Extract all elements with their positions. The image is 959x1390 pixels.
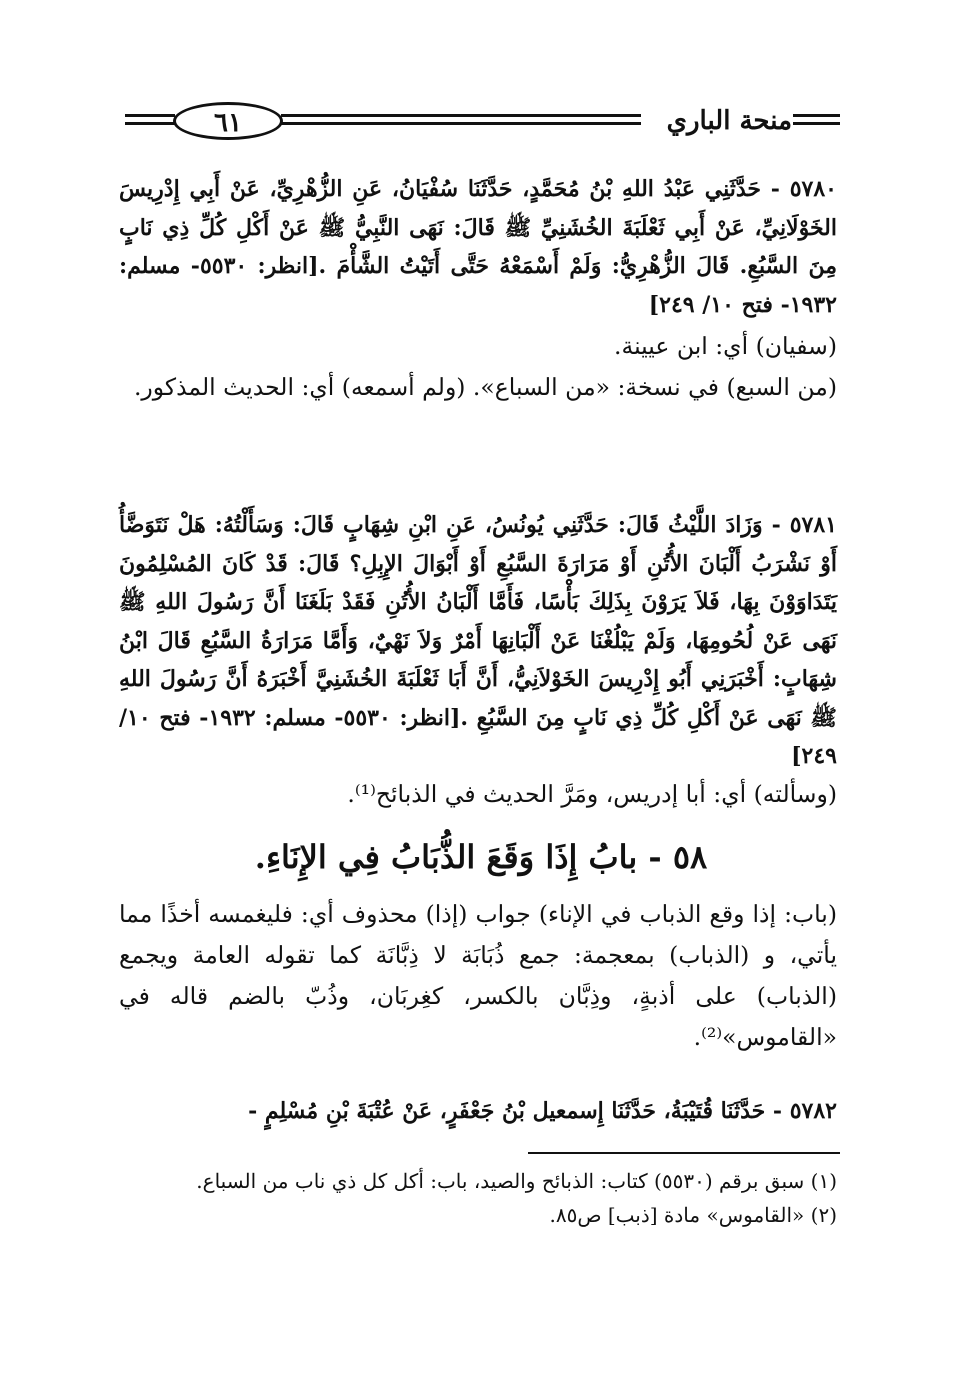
footnote: (١) سبق برقم (٥٥٣٠) كتاب: الذبائح والصيد، باب: أكل كل ذي ناب من السباع. — [196, 1169, 837, 1193]
hadith-text: ٥٧٨١ - وَزَادَ اللَّيْثُ قَالَ: حَدَّثَنِي يُونُسُ، عَنِ ابْنِ شِهَابٍ قَالَ: وَسَأَلْتُهُ: هَلْ نَتَوَضَّأُ أَوْ نَشْرَبُ أَلْبَانَ الأُتُنِ أَوْ مَرَارَةَ السَّبُعِ أَوْ أَبْوَالَ الإِبِلِ؟ قَالَ: قَدْ كَانَ المُسْلِمُونَ يَتَدَاوَوْنَ بِهَا، فَلاَ يَرَوْنَ بِذَلِكَ بَأْسًا، فَأَمَّا أَلْبَانُ الأُتُنِ فَقَدْ بَلَغَنَا أَنَّ رَسُولَ اللهِ ﷺ نَهَى عَنْ لُحُومِهَا، وَلَمْ يَبْلُغْنَا عَنْ أَلْبَانِهَا أَمْرٌ وَلاَ نَهْيٌ، وَأَمَّا مَرَارَةُ السَّبُعِ قَالَ ابْنُ شِهَابٍ: أَخْبَرَنِي أَبُو إِدْرِيسَ الخَوْلاَنِيُّ، أَنَّ أَبَا ثَعْلَبَةَ الخُشَنِيَّ أَخْبَرَهُ أَنَّ رَسُولَ اللهِ ﷺ نَهَى عَنْ أَكْلِ كُلِّ ذِي نَابٍ مِنَ السَّبُعِ .[انظر: ٥٥٣٠- مسلم: ١٩٣٢- فتح ١٠/ ٢٤٩] — [119, 512, 837, 769]
commentary — [119, 774, 837, 815]
footnotes — [119, 1164, 837, 1232]
header-rule — [793, 122, 840, 125]
header-rule — [125, 114, 175, 117]
footnote-separator — [528, 1152, 840, 1154]
running-header — [125, 100, 840, 146]
hadith-text: ٥٧٨٠ - حَدَّثَنِي عَبْدُ اللهِ بْنُ مُحَمَّدٍ، حَدَّثَنَا سُفْيَانُ، عَنِ الزُّهْرِيِّ، عَنْ أَبِي إِدْرِيسَ الخَوْلَانِيِّ، عَنْ أَبِي ثَعْلَبَةَ الخُشَنِيِّ ﷺ قَالَ: نَهَى النَّبِيُّ ﷺ عَنْ أَكْلِ كُلِّ ذِي نَابٍ مِنَ السَّبُعِ. قَالَ الزُّهْرِيُّ: وَلَمْ أَسْمَعْهُ حَتَّى أَتَيْتُ الشَّأْمَ .[انظر: ٥٥٣٠- مسلم: ١٩٣٢- فتح ١٠/ ٢٤٩] — [119, 176, 837, 318]
hadith-text: ٥٧٨٢ - حَدَّثَنَا قُتَيْبَةُ، حَدَّثَنَا إِسمعيل بْنُ جَعْفَرٍ، عَنْ عُتْبَةَ بْنِ مُسْلِمٍ - — [248, 1098, 837, 1124]
book-title: منحة الباري — [666, 106, 792, 136]
commentary-text: (وسألته) أي: أبا إدريس، ومَرَّ الحديث في الذبائح⁽¹⁾. — [347, 780, 837, 808]
header-rule — [281, 122, 641, 125]
header-rule — [281, 114, 641, 117]
header-rule — [125, 122, 175, 125]
footnote: (٢) «القاموس» مادة [ذبب] ص٨٥. — [549, 1203, 837, 1227]
commentary-text: (باب: إذا وقع الذباب في الإناء) جواب (إذا) محذوف أي: فليغمسه أخذًا مما يأتي، و (الذباب) بمعجمة: جمع ذُبَابَة لا ذِبَّانَة كما تقوله العامة ويجمع (الذباب) على أذبةٍ، وذِبَّان بالكسر، كغِربَان، وذُبّ بالضم قاله في «القاموس»⁽²⁾. — [119, 900, 837, 1051]
hadith-5780 — [119, 170, 837, 324]
hadith-5781 — [119, 506, 837, 776]
commentary — [119, 894, 837, 1058]
chapter-heading: ٥٨ - بابُ إِذَا وَقَعَ الذُّبَابُ فِي الإِنَاءِ. — [254, 838, 708, 876]
commentary-text: (من السبع) في نسخة: «من السباع». (ولم أسمعه) أي: الحديث المذكور. — [133, 373, 837, 401]
header-rule — [793, 114, 840, 117]
hadith-5782 — [119, 1092, 837, 1131]
commentary — [119, 326, 837, 408]
commentary-text: (سفيان) أي: ابن عيينة. — [614, 332, 837, 360]
page-number: ٦١ — [173, 102, 283, 140]
